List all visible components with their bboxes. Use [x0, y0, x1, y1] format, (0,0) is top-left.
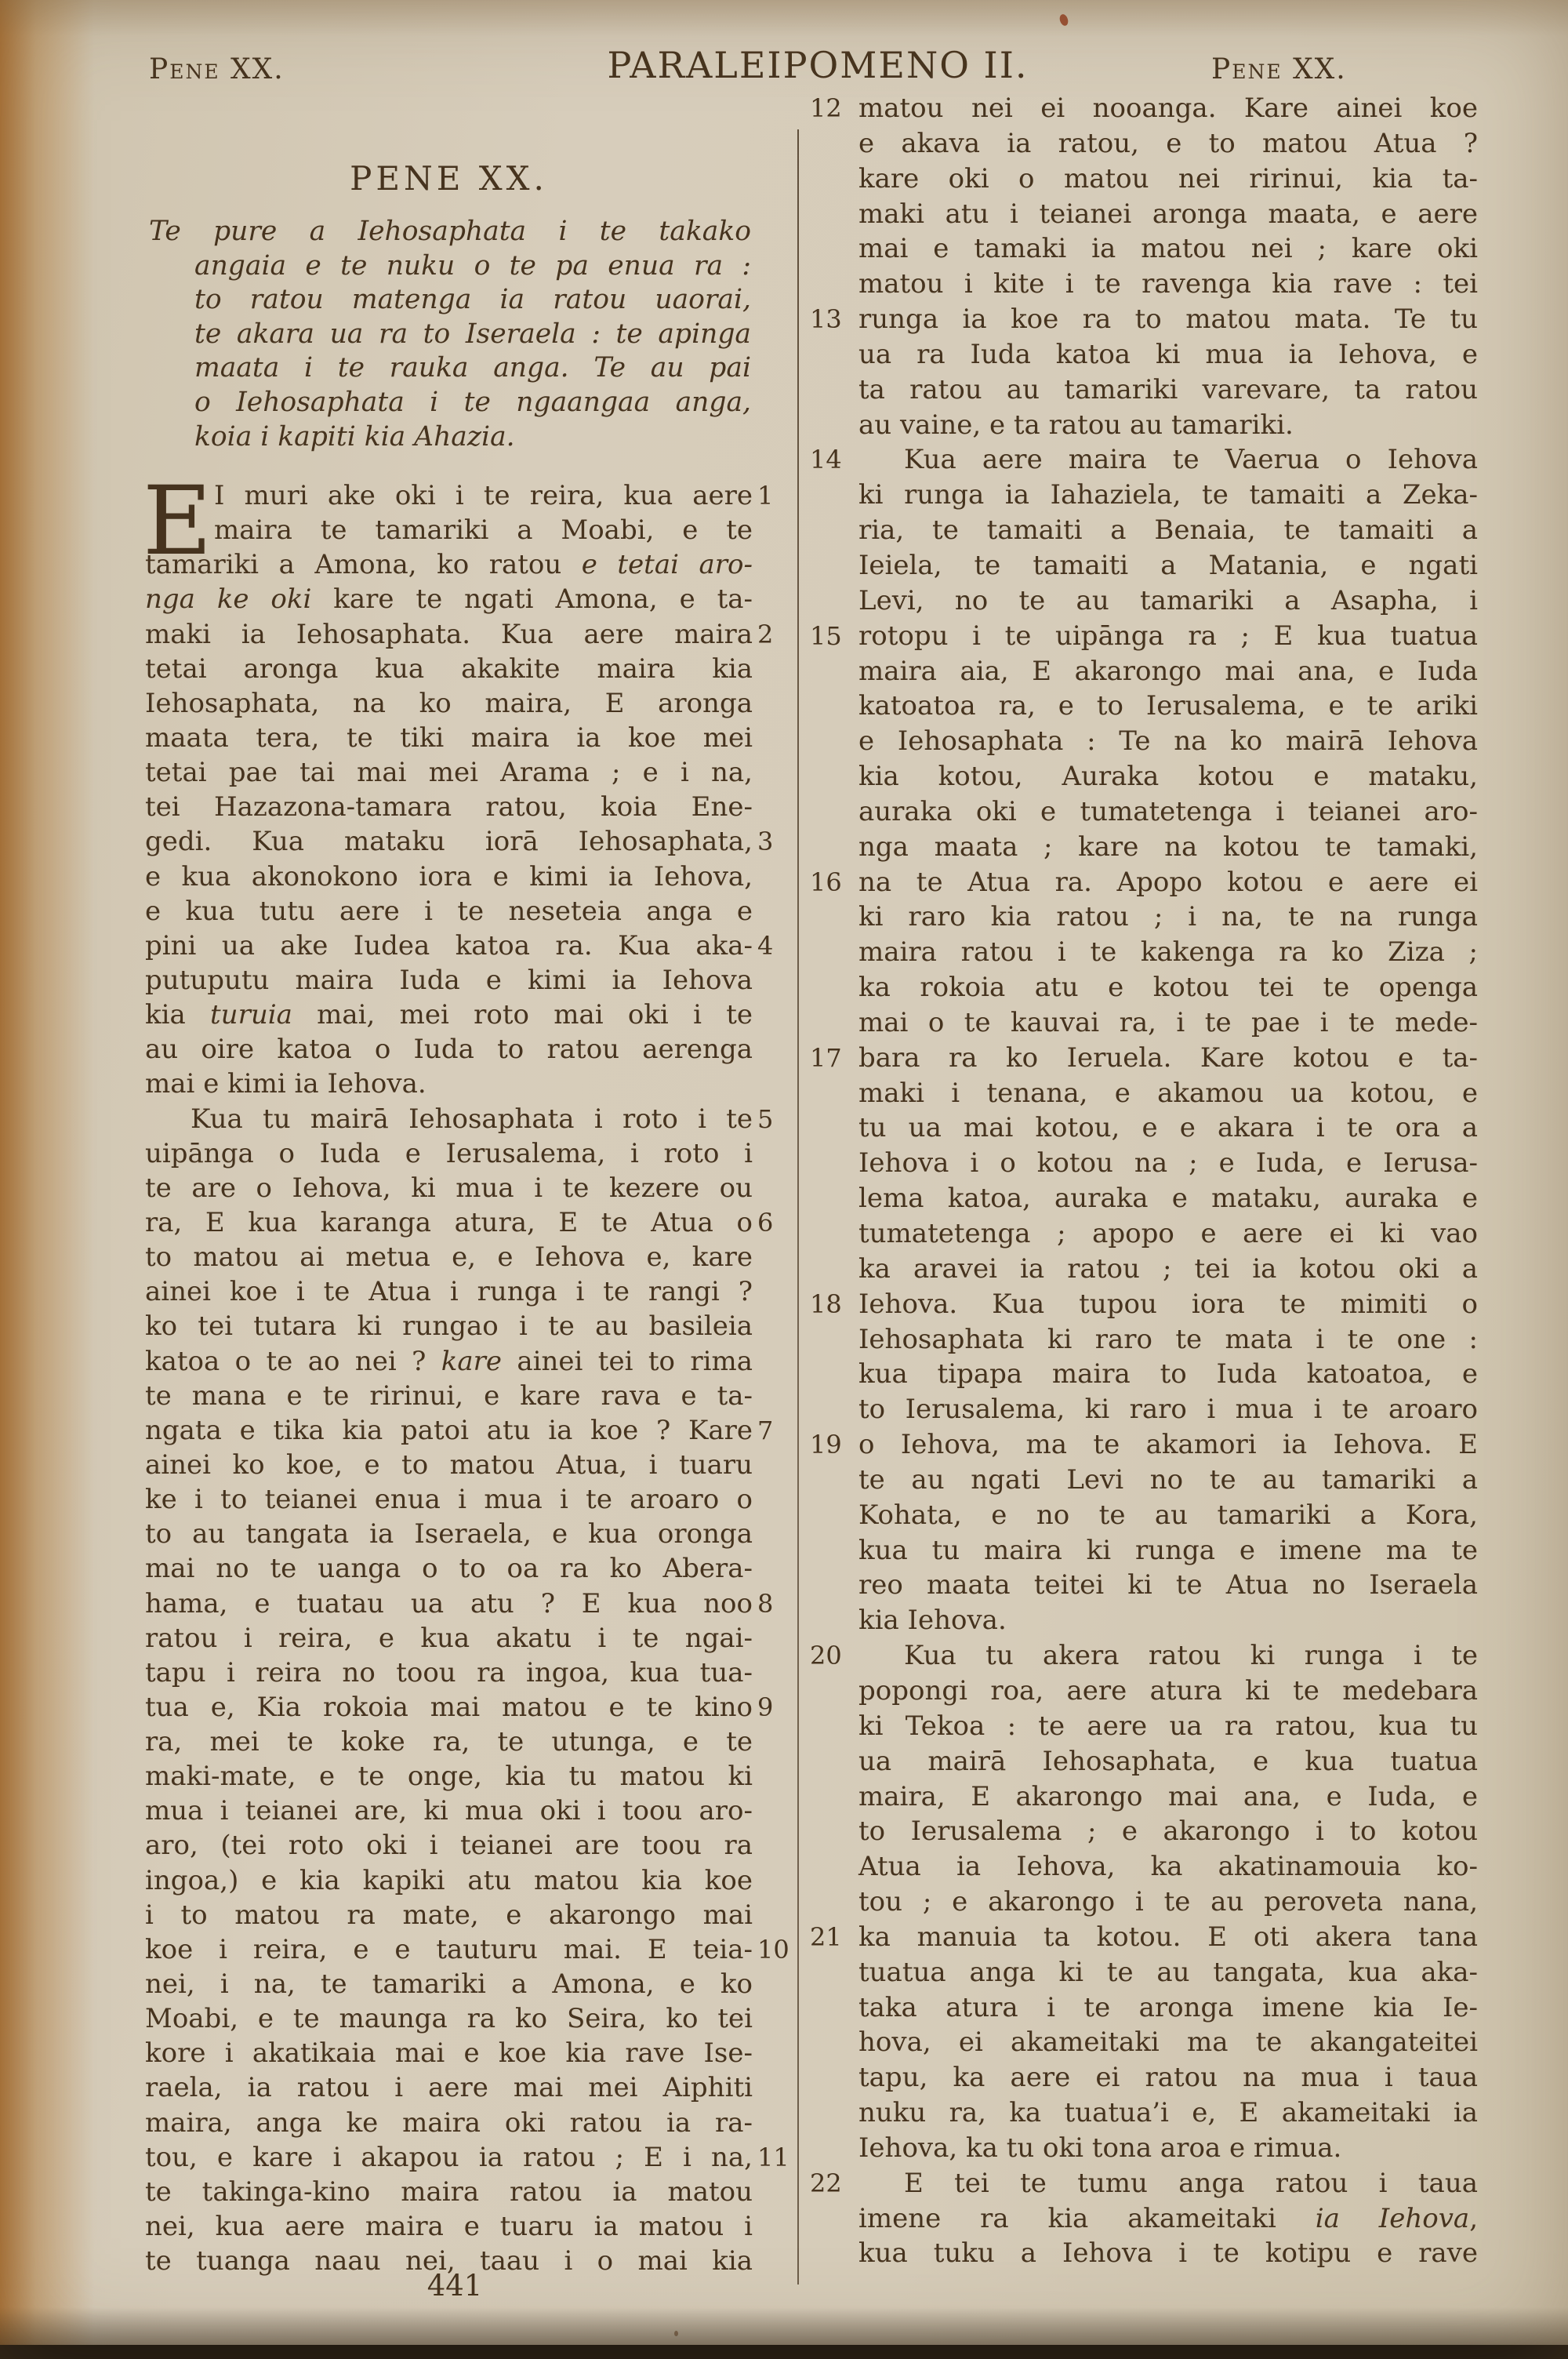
text-line — [858, 654, 1478, 689]
text-line-content: te mana e te ririnui, e kare rava e ta- — [145, 1379, 753, 1412]
verse-number: 16 — [810, 867, 842, 897]
text-line-content: ingoa,) e kia kapiki atu matou kia koe — [145, 1864, 753, 1896]
text-line — [145, 1551, 753, 1586]
text-line — [858, 1955, 1478, 1990]
text-line — [145, 2106, 753, 2140]
text-line — [858, 1005, 1478, 1041]
text-line-content: to Ierusalema ; e akarongo i to kotou — [858, 1816, 1478, 1848]
text-line — [810, 1287, 1478, 1322]
page-edge-shading — [0, 0, 94, 2359]
text-line — [858, 337, 1478, 373]
text-line — [145, 1171, 753, 1205]
text-line-content: lema katoa, auraka e mataku, auraka e — [858, 1183, 1478, 1215]
text-line — [858, 1990, 1478, 2026]
text-line-content: o Iehosaphata i te ngaangaa anga, — [194, 386, 751, 418]
text-line-content: auraka oki e tumatetenga i teianei aro- — [858, 795, 1478, 827]
text-line — [858, 267, 1478, 302]
text-line-content: Te pure a Iehosaphata i te takako — [149, 216, 751, 247]
text-line-content: kua tipapa maira to Iuda katoatoa, e — [858, 1358, 1478, 1390]
text-line-content: katoa o te ao nei ? kare ainei tei to rima — [145, 1345, 753, 1377]
text-line-content: tei Hazazona-tamara ratou, koia Ene- — [145, 791, 753, 823]
text-line-content: maki atu i teianei aronga maata, e aere — [858, 198, 1478, 230]
text-line — [145, 894, 753, 929]
text-line — [145, 1690, 774, 1725]
running-header-right: Pene XX. — [1211, 53, 1347, 85]
text-line — [858, 1322, 1478, 1358]
text-line — [149, 249, 751, 284]
text-line-content: ko tei tutara ki rungao i te au basileia — [145, 1310, 753, 1343]
text-line-content: ki raro kia ratou ; i na, te na runga — [858, 901, 1478, 933]
text-line-content: Ieiela, te tamaiti a Matania, e ngati — [858, 549, 1478, 581]
verse-number: 22 — [810, 2168, 842, 2198]
text-line-content: ria, te tamaiti a Benaia, te tamaiti a — [858, 514, 1478, 547]
text-line-content: rotopu i te uipānga ra ; E kua tuatua — [858, 620, 1478, 652]
text-line-content: to Ierusalema, ki raro i mua i te aroaro — [858, 1394, 1478, 1426]
text-line — [810, 865, 1478, 900]
text-line — [858, 1885, 1478, 1920]
text-line — [858, 513, 1478, 548]
text-line — [145, 998, 753, 1032]
text-line-content: ra, mei te koke ra, te utunga, e te — [145, 1726, 753, 1758]
text-line — [145, 1379, 753, 1413]
text-line — [858, 1533, 1478, 1568]
text-line — [145, 1587, 774, 1621]
text-line-content: maira aia, E akarongo mai ana, e Iuda — [858, 655, 1478, 687]
verse-number: 2 — [757, 619, 774, 649]
text-line-content: maira, anga ke maira oki ratou ia ra- — [145, 2106, 753, 2139]
text-line — [145, 860, 753, 894]
text-line-content: tou, e kare i akapou ia ratou ; E i na, — [145, 2141, 753, 2173]
text-line — [145, 617, 774, 652]
text-line-content: te takinga-kino maira ratou ia matou — [145, 2175, 753, 2208]
text-line-content: kia kotou, Auraka kotou e mataku, — [858, 761, 1478, 793]
text-line — [810, 619, 1478, 654]
text-line — [858, 2236, 1478, 2271]
text-line — [145, 582, 753, 616]
text-line — [810, 2166, 1478, 2201]
text-line — [858, 1076, 1478, 1111]
verse-number: 19 — [810, 1430, 842, 1460]
verse-number: 13 — [810, 304, 842, 335]
text-line-content: te tuanga naau nei, taau i o mai kia — [145, 2245, 753, 2277]
verse-number: 4 — [757, 930, 774, 961]
text-line-content: kia Iehova. — [858, 1605, 1007, 1637]
text-line — [149, 283, 751, 318]
verse-number: 6 — [757, 1207, 774, 1238]
text-line — [858, 2131, 1478, 2166]
text-line — [149, 386, 751, 420]
text-line-content: ka manuia ta kotou. E oti akera tana — [858, 1921, 1478, 1953]
text-line — [145, 1344, 753, 1379]
text-line — [858, 1779, 1478, 1815]
text-line-content: kore i akatikaia mai e koe kia rave Ise- — [145, 2037, 753, 2070]
text-line-content: tetai pae tai mai mei Arama ; e i na, — [145, 757, 753, 789]
text-line — [858, 1568, 1478, 1603]
text-line — [858, 1146, 1478, 1181]
text-line — [858, 408, 1478, 443]
text-line — [858, 197, 1478, 232]
text-line — [145, 929, 774, 963]
text-line — [145, 1621, 753, 1656]
text-line-content: gedi. Kua mataku iorā Iehosaphata, — [145, 826, 753, 858]
text-line-content: taka atura i te aronga imene kia Ie- — [858, 1991, 1478, 2023]
text-line — [858, 162, 1478, 197]
text-line-content: aro, (tei roto oki i teianei are toou ra — [145, 1830, 753, 1862]
text-line-content: maata tera, te tiki maira ia koe mei — [145, 722, 753, 754]
text-line-content: kua tu maira ki runga e imene ma te — [858, 1534, 1478, 1566]
text-line-content: to ratou matenga ia ratou uaorai, — [194, 284, 751, 316]
text-line — [145, 513, 753, 547]
text-line-content: Kohata, e no te au tamariki a Kora, — [858, 1499, 1478, 1531]
text-line — [858, 1252, 1478, 1287]
text-line — [145, 963, 753, 998]
text-line-content: tapu i reira no toou ra ingoa, kua tua- — [145, 1656, 753, 1688]
text-line — [145, 478, 774, 513]
text-line-content: ka rokoia atu e kotou tei te openga — [858, 972, 1478, 1004]
verse-number: 1 — [757, 481, 774, 511]
text-line-content: pini ua ake Iudea katoa ra. Kua aka- — [145, 929, 753, 961]
text-line — [858, 689, 1478, 724]
text-line-content: hama, e tuatau ua atu ? E kua noo — [145, 1587, 753, 1619]
text-line-content: te au ngati Levi no te au tamariki a — [858, 1463, 1478, 1496]
text-line — [858, 1744, 1478, 1779]
verse-number: 7 — [757, 1415, 774, 1445]
text-line — [145, 721, 753, 755]
text-line-content: mai o te kauvai ra, i te pae i te mede- — [858, 1006, 1478, 1038]
text-line-content: ua mairā Iehosaphata, e kua tuatua — [858, 1745, 1478, 1777]
text-line-content: katoatoa ra, e to Ierusalema, e te ariki — [858, 690, 1478, 722]
text-line-content: bara ra ko Ieruela. Kare kotou e ta- — [858, 1041, 1478, 1074]
text-line — [145, 1102, 774, 1136]
text-line-content: runga ia koe ra to matou mata. Te tu — [858, 304, 1478, 336]
text-line-content: Kua tu akera ratou ki runga i te — [904, 1640, 1478, 1672]
text-line-content: ngata e tika kia patoi atu ia koe ? Kare — [145, 1414, 753, 1446]
text-line-content: koe i reira, e e tauturu mai. E teia- — [145, 1933, 753, 1965]
text-line-content: e akava ia ratou, e to matou Atua ? — [858, 127, 1478, 159]
text-line — [858, 2201, 1478, 2237]
text-line-content: kare oki o matou nei ririnui, kia ta- — [858, 162, 1478, 194]
text-line-content: popongi roa, aere atura ki te medebara — [858, 1674, 1478, 1707]
text-line — [145, 1413, 774, 1448]
column-divider-rule — [797, 129, 799, 2284]
text-line-content: kia turuia mai, mei roto mai oki i te — [145, 999, 753, 1031]
text-line-content: na te Atua ra. Apopo kotou e aere ei — [858, 866, 1478, 898]
text-line — [145, 2001, 753, 2036]
text-line — [145, 1517, 753, 1551]
text-line-content: to matou ai metua e, e Iehova e, kare — [145, 1241, 753, 1274]
text-line-content: ke i to teianei enua i mua i te aroaro o — [145, 1484, 753, 1516]
chapter-heading: PENE XX. — [350, 159, 548, 198]
text-line-content: Iehosaphata, na ko maira, E aronga — [145, 687, 753, 719]
text-line — [858, 759, 1478, 794]
text-line — [858, 970, 1478, 1005]
text-line-content: nga ke oki kare te ngati Amona, e ta- — [145, 583, 753, 616]
text-line-content: e kua akonokono iora e kimi ia Iehova, — [145, 860, 753, 892]
text-line-content: nei, i na, te tamariki a Amona, e ko — [145, 1968, 753, 2001]
text-line-content: nuku ra, ka tuatua’i e, E akameitaki ia — [858, 2097, 1478, 2129]
page-top-shading — [0, 0, 1568, 36]
text-line-content: angaia e te nuku o te pa enua ra : — [194, 249, 751, 282]
text-line — [145, 2209, 753, 2244]
text-line — [858, 1216, 1478, 1252]
chapter-summary — [149, 215, 751, 454]
text-line — [858, 1110, 1478, 1146]
text-line-content: maata i te rauka anga. Te au pai — [194, 352, 751, 384]
text-line — [145, 1656, 753, 1690]
text-line — [858, 478, 1478, 513]
text-line — [858, 935, 1478, 970]
text-line-content: maki-mate, e te onge, kia tu matou ki — [145, 1761, 753, 1793]
text-line — [810, 1920, 1478, 1955]
text-line — [858, 794, 1478, 830]
text-line-content: maira te tamariki a Moabi, e te — [214, 514, 753, 547]
text-line — [858, 1674, 1478, 1709]
verse-number: 12 — [810, 93, 842, 123]
text-line-content: mai e kimi ia Iehova. — [145, 1068, 426, 1100]
text-line-content: koia i kapiti kia Ahazia. — [194, 420, 515, 453]
text-line-content: ratou i reira, e kua akatu i te ngai- — [145, 1622, 753, 1654]
text-line — [145, 1032, 753, 1067]
verse-number: 18 — [810, 1289, 842, 1319]
text-line-content: matou i kite i te ravenga kia rave : tei — [858, 268, 1478, 300]
text-line — [810, 442, 1478, 478]
text-line — [858, 900, 1478, 935]
text-line-content: tou ; e akarongo i te au peroveta nana, — [858, 1886, 1478, 1918]
text-line-content: ua ra Iuda katoa ki mua ia Iehova, e — [858, 338, 1478, 370]
text-line-content: Atua ia Iehova, ka akatinamouia ko- — [858, 1851, 1478, 1883]
text-line — [858, 548, 1478, 583]
text-line — [149, 351, 751, 386]
text-line-content: maira ratou i te kakenga ra ko Ziza ; — [858, 936, 1478, 969]
verse-number: 10 — [757, 1934, 789, 1965]
text-line — [145, 1863, 753, 1898]
text-line — [810, 302, 1478, 337]
verse-number: 11 — [757, 2142, 789, 2172]
text-line-content: e Iehosaphata : Te na ko mairā Iehova — [858, 725, 1478, 758]
text-line — [145, 686, 753, 721]
text-line-content: mai no te uanga o to oa ra ko Abera- — [145, 1553, 753, 1585]
text-line-content: putuputu maira Iuda e kimi ia Iehova — [145, 964, 753, 996]
text-line-content: maki ia Iehosaphata. Kua aere maira — [145, 618, 753, 650]
text-line-content: te are o Iehova, ki mua i te kezere ou — [145, 1172, 753, 1204]
text-line — [858, 2060, 1478, 2095]
text-line — [145, 1309, 753, 1343]
text-line — [810, 1427, 1478, 1463]
text-line-content: maki i tenana, e akamou ua kotou, e — [858, 1077, 1478, 1109]
text-line — [145, 2070, 753, 2105]
verse-number: 17 — [810, 1042, 842, 1073]
text-line-content: imene ra kia akameitaki ia Iehova, — [858, 2202, 1478, 2234]
text-line-content: nei, kua aere maira e tuaru ia matou i — [145, 2211, 753, 2243]
text-line — [145, 1136, 753, 1171]
text-line — [858, 830, 1478, 865]
text-line-content: reo maata teitei ki te Atua no Iseraela — [858, 1569, 1478, 1601]
text-line-content: mua i teianei are, ki mua oki i toou aro- — [145, 1795, 753, 1827]
text-line-content: tuatua anga ki te au tangata, kua aka- — [858, 1956, 1478, 1988]
text-line-content: nga maata ; kare na kotou te tamaki, — [858, 831, 1478, 863]
page-bottom-shadow — [0, 2307, 1568, 2345]
text-line-content: tua e, Kia rokoia mai matou e te kino — [145, 1691, 753, 1723]
text-line-content: mai e tamaki ia matou nei ; kare oki — [858, 233, 1478, 265]
text-line-content: ra, E kua karanga atura, E te Atua o — [145, 1206, 753, 1238]
text-line-content: au oire katoa o Iuda to ratou aerenga — [145, 1034, 753, 1066]
text-line-content: ainei ko koe, e to matou Atua, i tuaru — [145, 1448, 753, 1481]
text-line-content: tu ua mai kotou, e e akara i te ora a — [858, 1112, 1478, 1144]
text-line-content: I muri ake oki i te reira, kua aere — [214, 480, 753, 511]
text-line-content: to au tangata ia Iseraela, e kua oronga — [145, 1518, 753, 1550]
text-line-content: Levi, no te au tamariki a Asapha, i — [858, 584, 1478, 616]
text-line-content: Iehova, ka tu oki tona aroa e rimua. — [858, 2132, 1342, 2164]
text-line — [145, 2140, 789, 2175]
verse-number: 5 — [757, 1103, 774, 1134]
text-line — [145, 1067, 753, 1101]
text-line — [145, 652, 753, 686]
text-line — [145, 1932, 789, 1967]
text-line — [145, 1828, 753, 1863]
text-line — [145, 1967, 753, 2001]
text-line-content: kua tuku a Iehova i te kotipu e rave — [858, 2237, 1478, 2270]
text-line-content: te akara ua ra to Iseraela : te apinga — [194, 318, 751, 350]
text-line-content: ki Tekoa : te aere ua ra ratou, kua tu — [858, 1710, 1478, 1742]
verse-number: 9 — [757, 1692, 774, 1722]
text-line-content: Iehosaphata ki raro te mata i te one : — [858, 1323, 1478, 1355]
left-text-column — [143, 466, 789, 2278]
text-line-content: ki runga ia Iahaziela, te tamaiti a Zeka- — [858, 479, 1478, 511]
text-line-content: Iehova. Kua tupou iora te mimiti o — [858, 1288, 1478, 1320]
text-line-content: ka aravei ia ratou ; tei ia kotou oki a — [858, 1252, 1478, 1285]
text-line — [145, 1898, 753, 1932]
text-line-content: maira, E akarongo mai ana, e Iuda, e — [858, 1780, 1478, 1812]
text-line — [858, 1392, 1478, 1427]
text-line — [858, 373, 1478, 408]
text-line-content: ainei koe i te Atua i runga i te rangi ? — [145, 1276, 753, 1308]
text-line-content: o Iehova, ma te akamori ia Iehova. E — [858, 1429, 1478, 1461]
text-line — [858, 1181, 1478, 1216]
text-line — [858, 1814, 1478, 1849]
text-line — [145, 1725, 753, 1759]
text-line — [858, 1603, 1478, 1638]
text-line — [858, 231, 1478, 267]
text-line — [858, 2095, 1478, 2131]
text-line — [145, 1482, 753, 1517]
text-line — [149, 420, 751, 455]
running-header-title: PARALEIPOMENO II. — [607, 44, 1029, 86]
text-line — [145, 1759, 753, 1794]
text-line — [145, 1274, 753, 1309]
text-line-content: Kua tu mairā Iehosaphata i roto i te — [191, 1103, 753, 1135]
text-line — [149, 318, 751, 352]
text-line — [858, 1709, 1478, 1744]
verse-number: 15 — [810, 620, 842, 651]
verse-number: 20 — [810, 1641, 842, 1671]
text-line-content: tumatetenga ; apopo e aere ei ki vao — [858, 1218, 1478, 1249]
text-line — [858, 1849, 1478, 1885]
text-line — [145, 2036, 753, 2070]
text-line-content: tetai aronga kua akakite maira kia — [145, 652, 753, 685]
book-edge-band — [0, 2345, 1568, 2359]
text-line — [858, 1498, 1478, 1533]
text-line — [145, 1794, 753, 1828]
text-line-content: Iehova i o kotou na ; e Iuda, e Ierusa- — [858, 1147, 1478, 1180]
text-line-content: tapu, ka aere ei ratou na mua i taua — [858, 2062, 1478, 2094]
text-line — [810, 1041, 1478, 1076]
text-line — [858, 2025, 1478, 2060]
text-line-content: matou nei ei nooanga. Kare ainei koe — [858, 93, 1478, 124]
text-line — [149, 215, 751, 249]
running-header-left: Pene XX. — [149, 53, 285, 85]
text-line — [858, 126, 1478, 162]
text-line — [858, 583, 1478, 619]
text-line — [810, 91, 1478, 126]
text-line — [145, 1448, 753, 1482]
verse-number: 14 — [810, 445, 842, 475]
text-line-content: Moabi, e te maunga ra ko Seira, ko tei — [145, 2003, 753, 2035]
text-line — [145, 547, 753, 582]
text-line-content: Kua aere maira te Vaerua o Iehova — [904, 444, 1478, 476]
text-line — [858, 724, 1478, 759]
text-line — [858, 1357, 1478, 1392]
verse-number: 3 — [757, 827, 774, 857]
text-line-content: tamariki a Amona, ko ratou e tetai aro- — [145, 549, 753, 581]
text-line-content: raela, ia ratou i aere mai mei Aiphiti — [145, 2072, 753, 2104]
text-line — [145, 790, 753, 824]
drop-cap: E — [143, 466, 212, 576]
text-line — [145, 755, 753, 790]
text-line-content: e kua tutu aere i te neseteia anga e — [145, 895, 753, 927]
text-line — [145, 2175, 753, 2209]
text-line-content: hova, ei akameitaki ma te akangateitei — [858, 2026, 1478, 2059]
text-line — [145, 1240, 753, 1274]
text-line-content: E tei te tumu anga ratou i taua — [904, 2167, 1478, 2199]
text-line — [810, 1638, 1478, 1674]
text-line — [145, 1205, 774, 1240]
text-line-content: au vaine, e ta ratou au tamariki. — [858, 409, 1294, 441]
text-line-content: ta ratou au tamariki varevare, ta ratou — [858, 373, 1478, 405]
text-line-content: i to matou ra mate, e akarongo mai — [145, 1899, 753, 1931]
page-number: 441 — [426, 2269, 483, 2303]
verse-number: 8 — [757, 1588, 774, 1619]
verse-number: 21 — [810, 1921, 842, 1952]
text-line — [858, 1463, 1478, 1498]
right-text-column — [810, 91, 1478, 2271]
text-line-content: uipānga o Iuda e Ierusalema, i roto i — [145, 1137, 753, 1169]
text-line — [145, 824, 774, 859]
